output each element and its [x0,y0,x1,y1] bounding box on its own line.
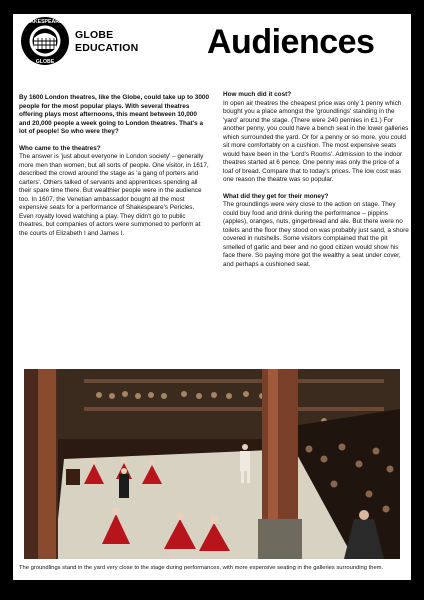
theatre-photo [24,369,400,559]
globe-logo-icon [20,16,70,66]
heading-cost: How much did it cost? [223,91,292,98]
svg-text:GLOBE: GLOBE [35,59,55,65]
left-column [19,94,209,238]
body-cost: In open air theatres the cheapest price was only 1 penny which bought you a place amongst the 'groundlings' standing in the 'yard' around the stage. (There were 240 pennies in £1.) For another penny, you could have a bench seat in the lower galleries which surrounded the yard. Or for a penny or so more, you could sit more comfortably on a cushion. The most expensive seats would have been in the 'Lord's Rooms'. Admission to the indoor theatres started at 6 pence. One penny was only the price of a loaf of bread. Compare that to today's prices. The low cost was one reason the theatre was so popular. [223,99,409,183]
heading-money: What did they get for their money? [223,192,329,200]
photo-caption: The groundlings stand in the yard very close to the stage during performances, with more expensive seating in the galleries surrounding them. [19,565,384,571]
page-title: Audiences [207,23,375,61]
brand-line-globe: GLOBE [75,29,114,41]
worksheet-page [13,14,411,580]
theatre-scene-image [24,369,400,559]
body-money: The groundlings were very close to the action on stage. They could buy food and drink during the performance – pippins (apples), oranges, nuts, gingerbread and ale. But there were no toilets and the floor they stood on was probably just sand, a shore covered in nutshells. Some visitors complained that the pit smelled of garlic and beer and no good citizen would show his face there. So paying more got the wealthy a seat under cover, and perhaps a cushioned seat. [223,201,409,268]
intro-paragraph: By 1600 London theatres, like the Globe, could take up to 3000 people for the most popular plays. With several theatres offering plays most afternoons, this meant between 10,000 and 20,000 people a week going to London theatres. That's a lot of people! So who were they? [19,94,209,135]
brand-name [75,29,138,54]
brand-line-education: EDUCATION [75,41,139,54]
svg-text:SHAKESPEARE'S: SHAKESPEARE'S [22,19,68,26]
right-column [223,91,409,269]
heading-who-came: Who came to the theatres? [19,144,101,152]
body-who-came: The answer is 'just about everyone in London society' – generally more men than women, but all sorts of people. One visitor, in 1617, described the crowd around the stage as 'a gang of porters and carters'. Others talked of servants and apprentices spending all their spare time there. But wealthier people were in the audience too. In 1607, the Venetian ambassador bought all the most expensive seats for a performance of Shakespeare's Pericles. Even royalty loved watching a play. They didn't go to public theatres, but companies of actors were summoned to perform at the courts of Elizabeth I and James I. [19,153,209,237]
